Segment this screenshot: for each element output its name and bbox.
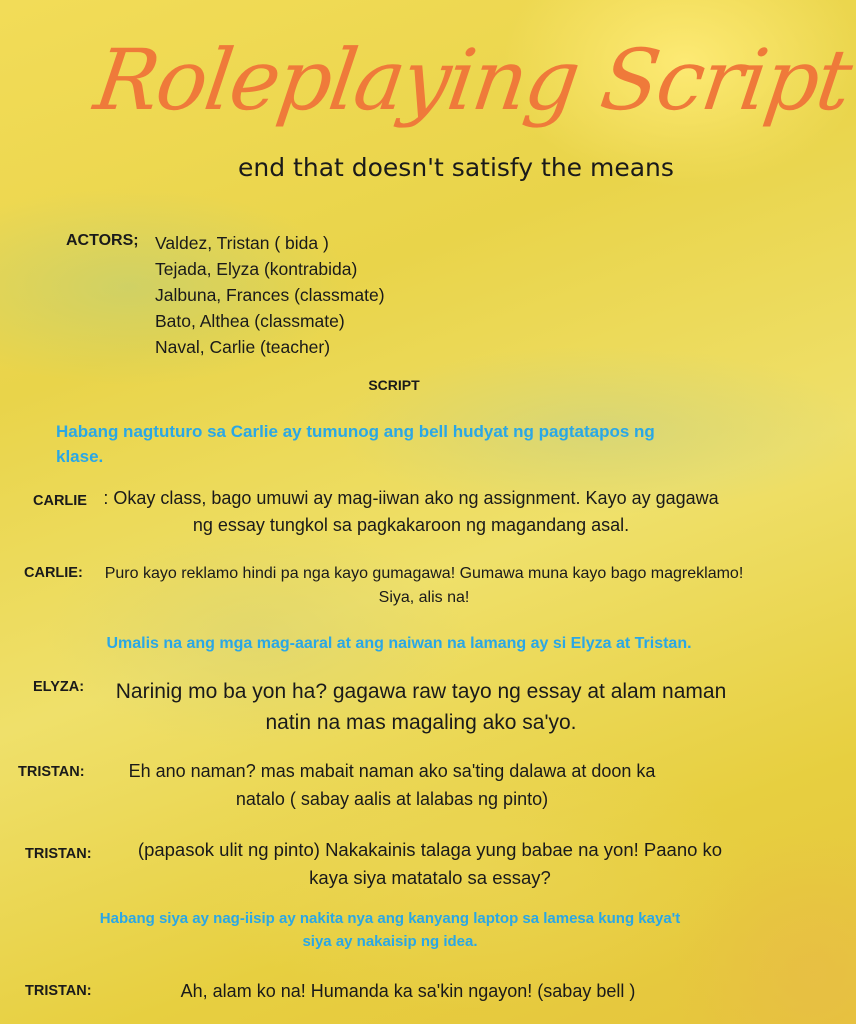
dialogue-line: Eh ano naman? mas mabait naman ako sa'ting dalawa at doon ka natalo ( sabay aalis at lalabas ng pinto) [128, 761, 656, 809]
actor-item: Tejada, Elyza (kontrabida) [155, 259, 358, 279]
script-heading: SCRIPT [368, 377, 420, 393]
speaker-label: TRISTAN: [25, 846, 92, 862]
stage-direction: Umalis na ang mga mag-aaral at ang naiwan na lamang ay si Elyza at Tristan. [106, 635, 692, 652]
stage-direction: Habang nagtuturo sa Carlie ay tumunog ang bell hudyat ng pagtatapos ng klase. [56, 422, 655, 466]
speaker-label: TRISTAN: [25, 983, 92, 999]
actor-item: Valdez, Tristan ( bida ) [155, 233, 329, 253]
speaker-label: CARLIE [33, 493, 87, 509]
actor-item: Jalbuna, Frances (classmate) [155, 285, 385, 305]
script-title: Roleplaying Script [89, 31, 856, 129]
dialogue-line: Narinig mo ba yon ha? gagawa raw tayo ng essay at alam naman natin na mas magaling ako sa'yo. [115, 680, 727, 734]
speaker-label: TRISTAN: [18, 764, 85, 780]
script-subtitle: end that doesn't satisfy the means [238, 153, 674, 182]
actor-item: Naval, Carlie (teacher) [155, 337, 331, 357]
dialogue-line: Puro kayo reklamo hindi pa nga kayo gumagawa! Gumawa muna kayo bago magreklamo! Siya, alis na! [104, 565, 744, 606]
speaker-label: ELYZA: [33, 679, 85, 695]
actor-item: Bato, Althea (classmate) [155, 311, 345, 331]
speaker-label: CARLIE: [24, 565, 83, 581]
stage-direction: Habang siya ay nag-iisip ay nakita nya ang kanyang laptop sa lamesa kung kaya't siya ay nakaisip ng idea. [99, 910, 681, 950]
dialogue-line: : Okay class, bago umuwi ay mag-iiwan ako ng assignment. Kayo ay gagawa ng essay tungkol sa pagkakaroon ng magandang asal. [103, 488, 719, 535]
actors-list [155, 230, 385, 360]
dialogue-line: (papasok ulit ng pinto) Nakakainis talaga yung babae na yon! Paano ko kaya siya matatalo sa essay? [137, 839, 723, 888]
dialogue-line: Ah, alam ko na! Humanda ka sa'kin ngayon! (sabay bell ) [180, 981, 636, 1001]
actors-label: ACTORS; [66, 232, 139, 249]
